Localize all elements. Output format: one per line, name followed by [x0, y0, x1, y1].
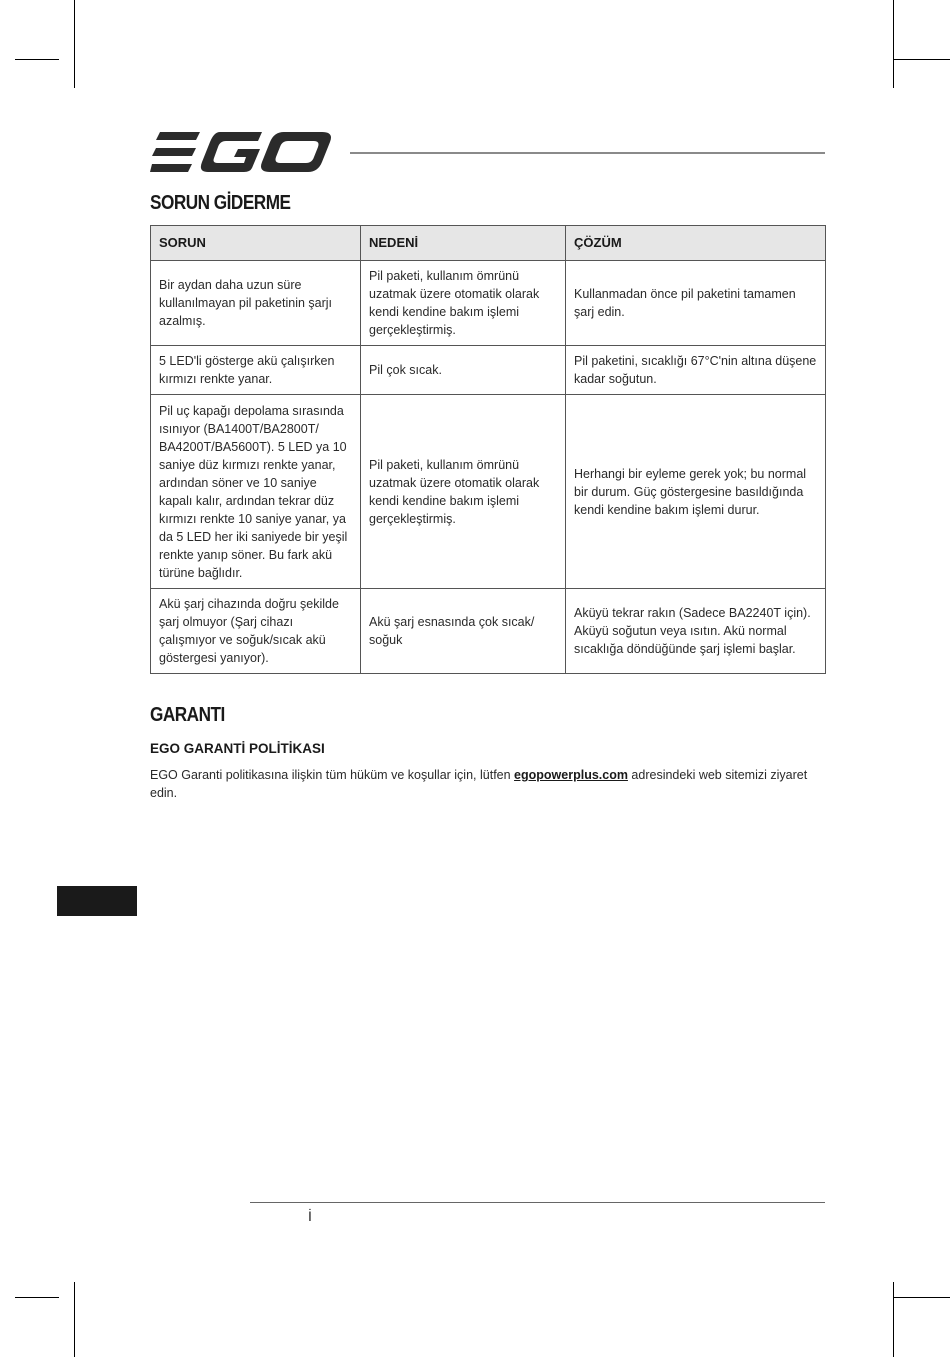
cause-cell: Pil paketi, kullanım ömrünü uzatmak üzere otomatik olarak kendi kendine bakım işlemi gerçekleştirmiş.	[361, 395, 566, 589]
solution-cell: Pil paketini, sıcaklığı 67°C'nin altına düşene kadar soğutun.	[566, 346, 826, 395]
warranty-paragraph	[150, 766, 825, 802]
solution-cell: Herhangi bir eyleme gerek yok; bu normal bir durum. Güç göstergesine basıldığında kendi kendine bakım işlemi durur.	[566, 395, 826, 589]
ego-logo	[150, 132, 332, 172]
header-problem: SORUN	[151, 226, 361, 261]
table-row	[151, 346, 826, 395]
problem-cell: 5 LED'li gösterge akü çalışırken kırmızı renkte yanar.	[151, 346, 361, 395]
footer-rule	[250, 1202, 825, 1203]
warranty-text-after: adresindeki web sitemizi ziyaret edin.	[150, 768, 808, 800]
cause-cell: Akü şarj esnasında çok sıcak/ soğuk	[361, 589, 566, 674]
language-tab	[57, 886, 137, 916]
header-solution: ÇÖZÜM	[566, 226, 826, 261]
troubleshooting-title: SORUN GİDERME	[150, 192, 291, 214]
cause-cell: Pil paketi, kullanım ömrünü uzatmak üzere otomatik olarak kendi kendine bakım işlemi gerçekleştirmiş.	[361, 261, 566, 346]
table-header-row	[151, 226, 826, 261]
header-cause: NEDENİ	[361, 226, 566, 261]
solution-cell: Kullanmadan önce pil paketini tamamen şarj edin.	[566, 261, 826, 346]
table-row	[151, 395, 826, 589]
table-row	[151, 589, 826, 674]
warranty-subtitle: EGO GARANTİ POLİTİKASI	[150, 741, 325, 756]
warranty-title: GARANTI	[150, 704, 225, 726]
solution-cell: Aküyü tekrar rakın (Sadece BA2240T için). Aküyü soğutun veya ısıtın. Akü normal sıcaklığa döndüğünde şarj işlemi başlar.	[566, 589, 826, 674]
problem-cell: Bir aydan daha uzun süre kullanılmayan pil paketinin şarjı azalmış.	[151, 261, 361, 346]
problem-cell: Pil uç kapağı depolama sırasında ısınıyor (BA1400T/BA2800T/ BA4200T/BA5600T). 5 LED ya 10 saniye düz kırmızı renkte yanar, ardından söner ve 10 saniye kapalı kalır, ardından tekrar düz kırmızı renkte 10 saniye yanar, ya da 5 LED her iki saniyede bir yeşil renkte yanıp söner. Bu fark akü türüne bağlıdır.	[151, 395, 361, 589]
table-row	[151, 261, 826, 346]
page-marker: İ	[308, 1208, 312, 1224]
cause-cell: Pil çok sıcak.	[361, 346, 566, 395]
warranty-text-before: EGO Garanti politikasına ilişkin tüm hüküm ve koşullar için, lütfen	[150, 768, 515, 782]
warranty-website-link[interactable]: egopowerplus.com	[514, 768, 628, 782]
header-rule	[350, 152, 825, 154]
troubleshooting-table	[150, 225, 826, 674]
problem-cell: Akü şarj cihazında doğru şekilde şarj olmuyor (Şarj cihazı çalışmıyor ve soğuk/sıcak akü göstergesi yanıyor).	[151, 589, 361, 674]
